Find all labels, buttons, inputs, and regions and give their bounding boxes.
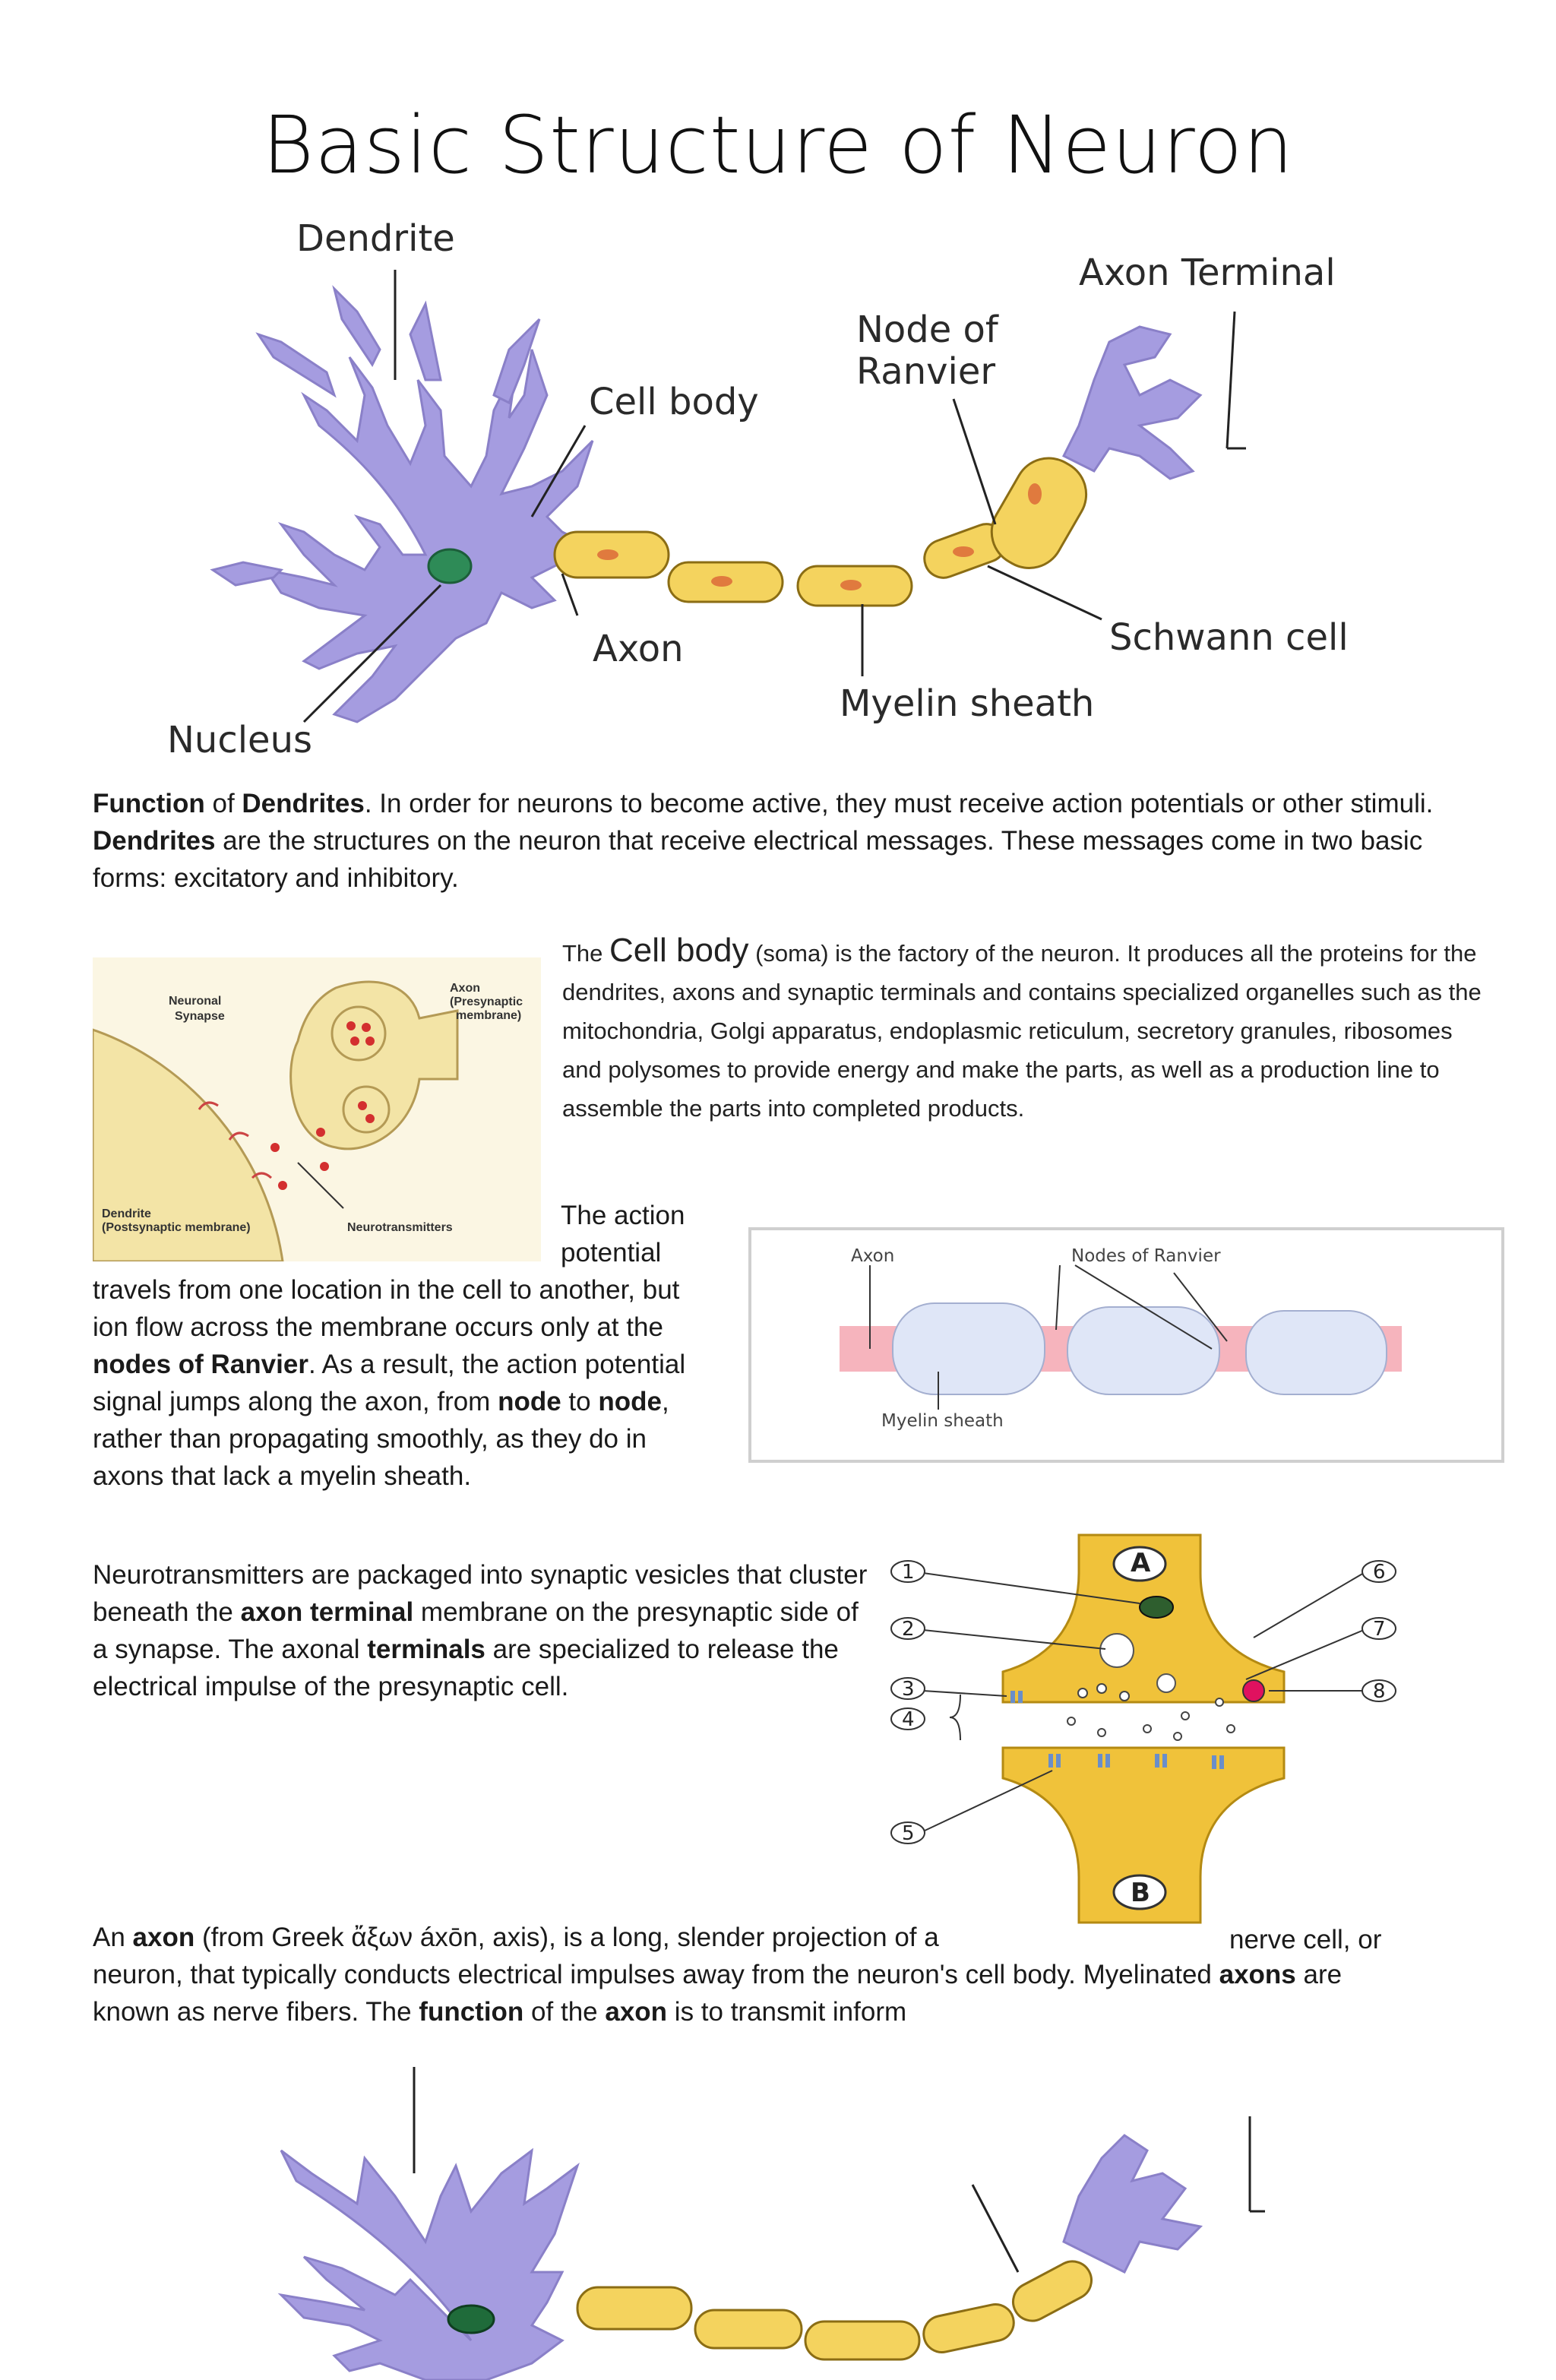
marker-6: 6 xyxy=(1373,1561,1386,1584)
text: membrane on the presynaptic side of a synapse. The axonal xyxy=(93,1597,859,1664)
bold-terminals: terminals xyxy=(367,1635,485,1664)
text: Neurotransmitters are packaged into synaptic vesicles that cluster beneath the xyxy=(93,1560,868,1627)
bold-function: Function xyxy=(93,789,205,818)
myelin-axon-diagram xyxy=(748,1227,1504,1463)
nucleus xyxy=(429,549,471,583)
marker-8: 8 xyxy=(1373,1680,1386,1703)
label-dendrite-postsyn: Dendrite xyxy=(102,1207,151,1220)
synapse-figure xyxy=(93,957,541,1261)
text: known as nerve fibers. The xyxy=(93,1997,419,2027)
dendrites xyxy=(213,289,593,722)
text: (soma) is the factory of the neuron. It produces all the proteins for the dendrites, axons and synaptic terminals and contains specialized organelles such as the mitochondria, Golgi apparatus, endoplasmic reticulum, secretory granules, ribosomes and polysomes to provide energy and make the parts, as well as a production line to assemble the parts into completed products. xyxy=(562,940,1482,1122)
label-b: B xyxy=(1131,1878,1150,1908)
text: are xyxy=(1295,1960,1343,1989)
bold-nodes-of-ranvier: nodes of Ranvier xyxy=(93,1350,308,1379)
action-paragraph xyxy=(93,1271,701,1495)
axon-terminal xyxy=(1064,327,1200,479)
text: of xyxy=(204,789,242,818)
bold-function-2: function xyxy=(419,1997,524,2027)
label-a: A xyxy=(1131,1548,1151,1578)
neurotransmitters-paragraph xyxy=(93,1556,868,1705)
neuron-diagram xyxy=(0,205,1556,783)
axon-paragraph-line-1 xyxy=(93,1919,989,1956)
bold-axon-2: axon xyxy=(605,1997,668,2027)
action-line-1: The action xyxy=(561,1201,685,1230)
text: is to transmit inform xyxy=(667,1997,907,2027)
label-schwann-cell: Schwann cell xyxy=(1109,616,1349,659)
bold-dendrites-2: Dendrites xyxy=(93,826,216,856)
label-membrane: membrane) xyxy=(456,1009,522,1022)
label-myelin-sheath: Myelin sheath xyxy=(840,682,1095,725)
label-myelin-sheath-small: Myelin sheath xyxy=(881,1411,1004,1431)
label-axon-small: Axon xyxy=(851,1246,895,1266)
bold-node: node xyxy=(498,1387,561,1416)
marker-2: 2 xyxy=(902,1618,915,1641)
label-node-1: Node of xyxy=(856,309,998,351)
label-axon-presyn: Axon xyxy=(450,982,480,995)
text: (from Greek ἄξων áxōn, axis), is a long, slender projection of a xyxy=(194,1923,939,1952)
label-nodes-of-ranvier: Nodes of Ranvier xyxy=(1071,1246,1221,1266)
synapse-ab-diagram xyxy=(874,1527,1428,1938)
text: The xyxy=(562,940,610,967)
action-line-2: potential xyxy=(561,1238,662,1268)
bold-dendrites: Dendrites xyxy=(242,789,365,818)
bold-node-2: node xyxy=(598,1387,662,1416)
cell-body-term: Cell body xyxy=(609,932,749,969)
marker-4: 4 xyxy=(902,1708,915,1731)
marker-3: 3 xyxy=(902,1678,915,1701)
axon-paragraph-line-1-end: nerve cell, or xyxy=(1229,1925,1382,1954)
bold-axon: axon xyxy=(132,1923,195,1952)
label-postsynaptic: (Postsynaptic membrane) xyxy=(102,1221,251,1234)
text: are the structures on the neuron that receive electrical messages. These messages come in two basic forms: excitatory and inhibitory. xyxy=(93,826,1423,893)
bold-axon-terminal: axon terminal xyxy=(240,1597,414,1627)
soma-paragraph xyxy=(562,931,1489,1128)
text: neuron, that typically conducts electrical impulses away from the neuron's cell body. Myelinated xyxy=(93,1960,1219,1989)
text: . In order for neurons to become active, they must receive action potentials or other stimuli. xyxy=(364,789,1434,818)
dendrites-paragraph xyxy=(93,785,1475,897)
page-title: Basic Structure of Neuron xyxy=(261,99,1294,191)
marker-5: 5 xyxy=(902,1822,915,1845)
text: An xyxy=(93,1923,133,1952)
marker-1: 1 xyxy=(902,1561,915,1584)
label-axon: Axon xyxy=(593,628,684,670)
text: of the xyxy=(523,1997,606,2027)
text: are specialized to release the electrical impulse of the presynaptic cell. xyxy=(93,1635,839,1701)
label-neuronal: Neuronal xyxy=(169,995,222,1008)
label-cell-body: Cell body xyxy=(589,381,759,423)
label-node-2: Ranvier xyxy=(856,350,996,393)
marker-7: 7 xyxy=(1373,1618,1386,1641)
label-neurotransmitters: Neurotransmitters xyxy=(347,1221,453,1234)
label-presynaptic: (Presynaptic xyxy=(450,995,523,1008)
text: to xyxy=(561,1387,599,1416)
neuron-diagram-bottom xyxy=(0,2052,1556,2380)
bold-axons: axons xyxy=(1219,1960,1296,1989)
axon-paragraph-line-3 xyxy=(93,1993,1491,2030)
text: travels from one location in the cell to another, but ion flow across the membrane occurs only at the xyxy=(93,1275,680,1342)
text: . As a result, the action potential signal jumps along the axon, from xyxy=(93,1350,686,1416)
label-synapse: Synapse xyxy=(175,1010,225,1023)
label-dendrite: Dendrite xyxy=(296,217,455,260)
label-axon-terminal: Axon Terminal xyxy=(1079,252,1336,294)
label-nucleus: Nucleus xyxy=(167,719,313,761)
axon-paragraph-line-2 xyxy=(93,1956,1491,1993)
myelin-segments xyxy=(555,446,1099,606)
text: , rather than propagating smoothly, as they do in axons that lack a myelin sheath. xyxy=(93,1387,669,1491)
